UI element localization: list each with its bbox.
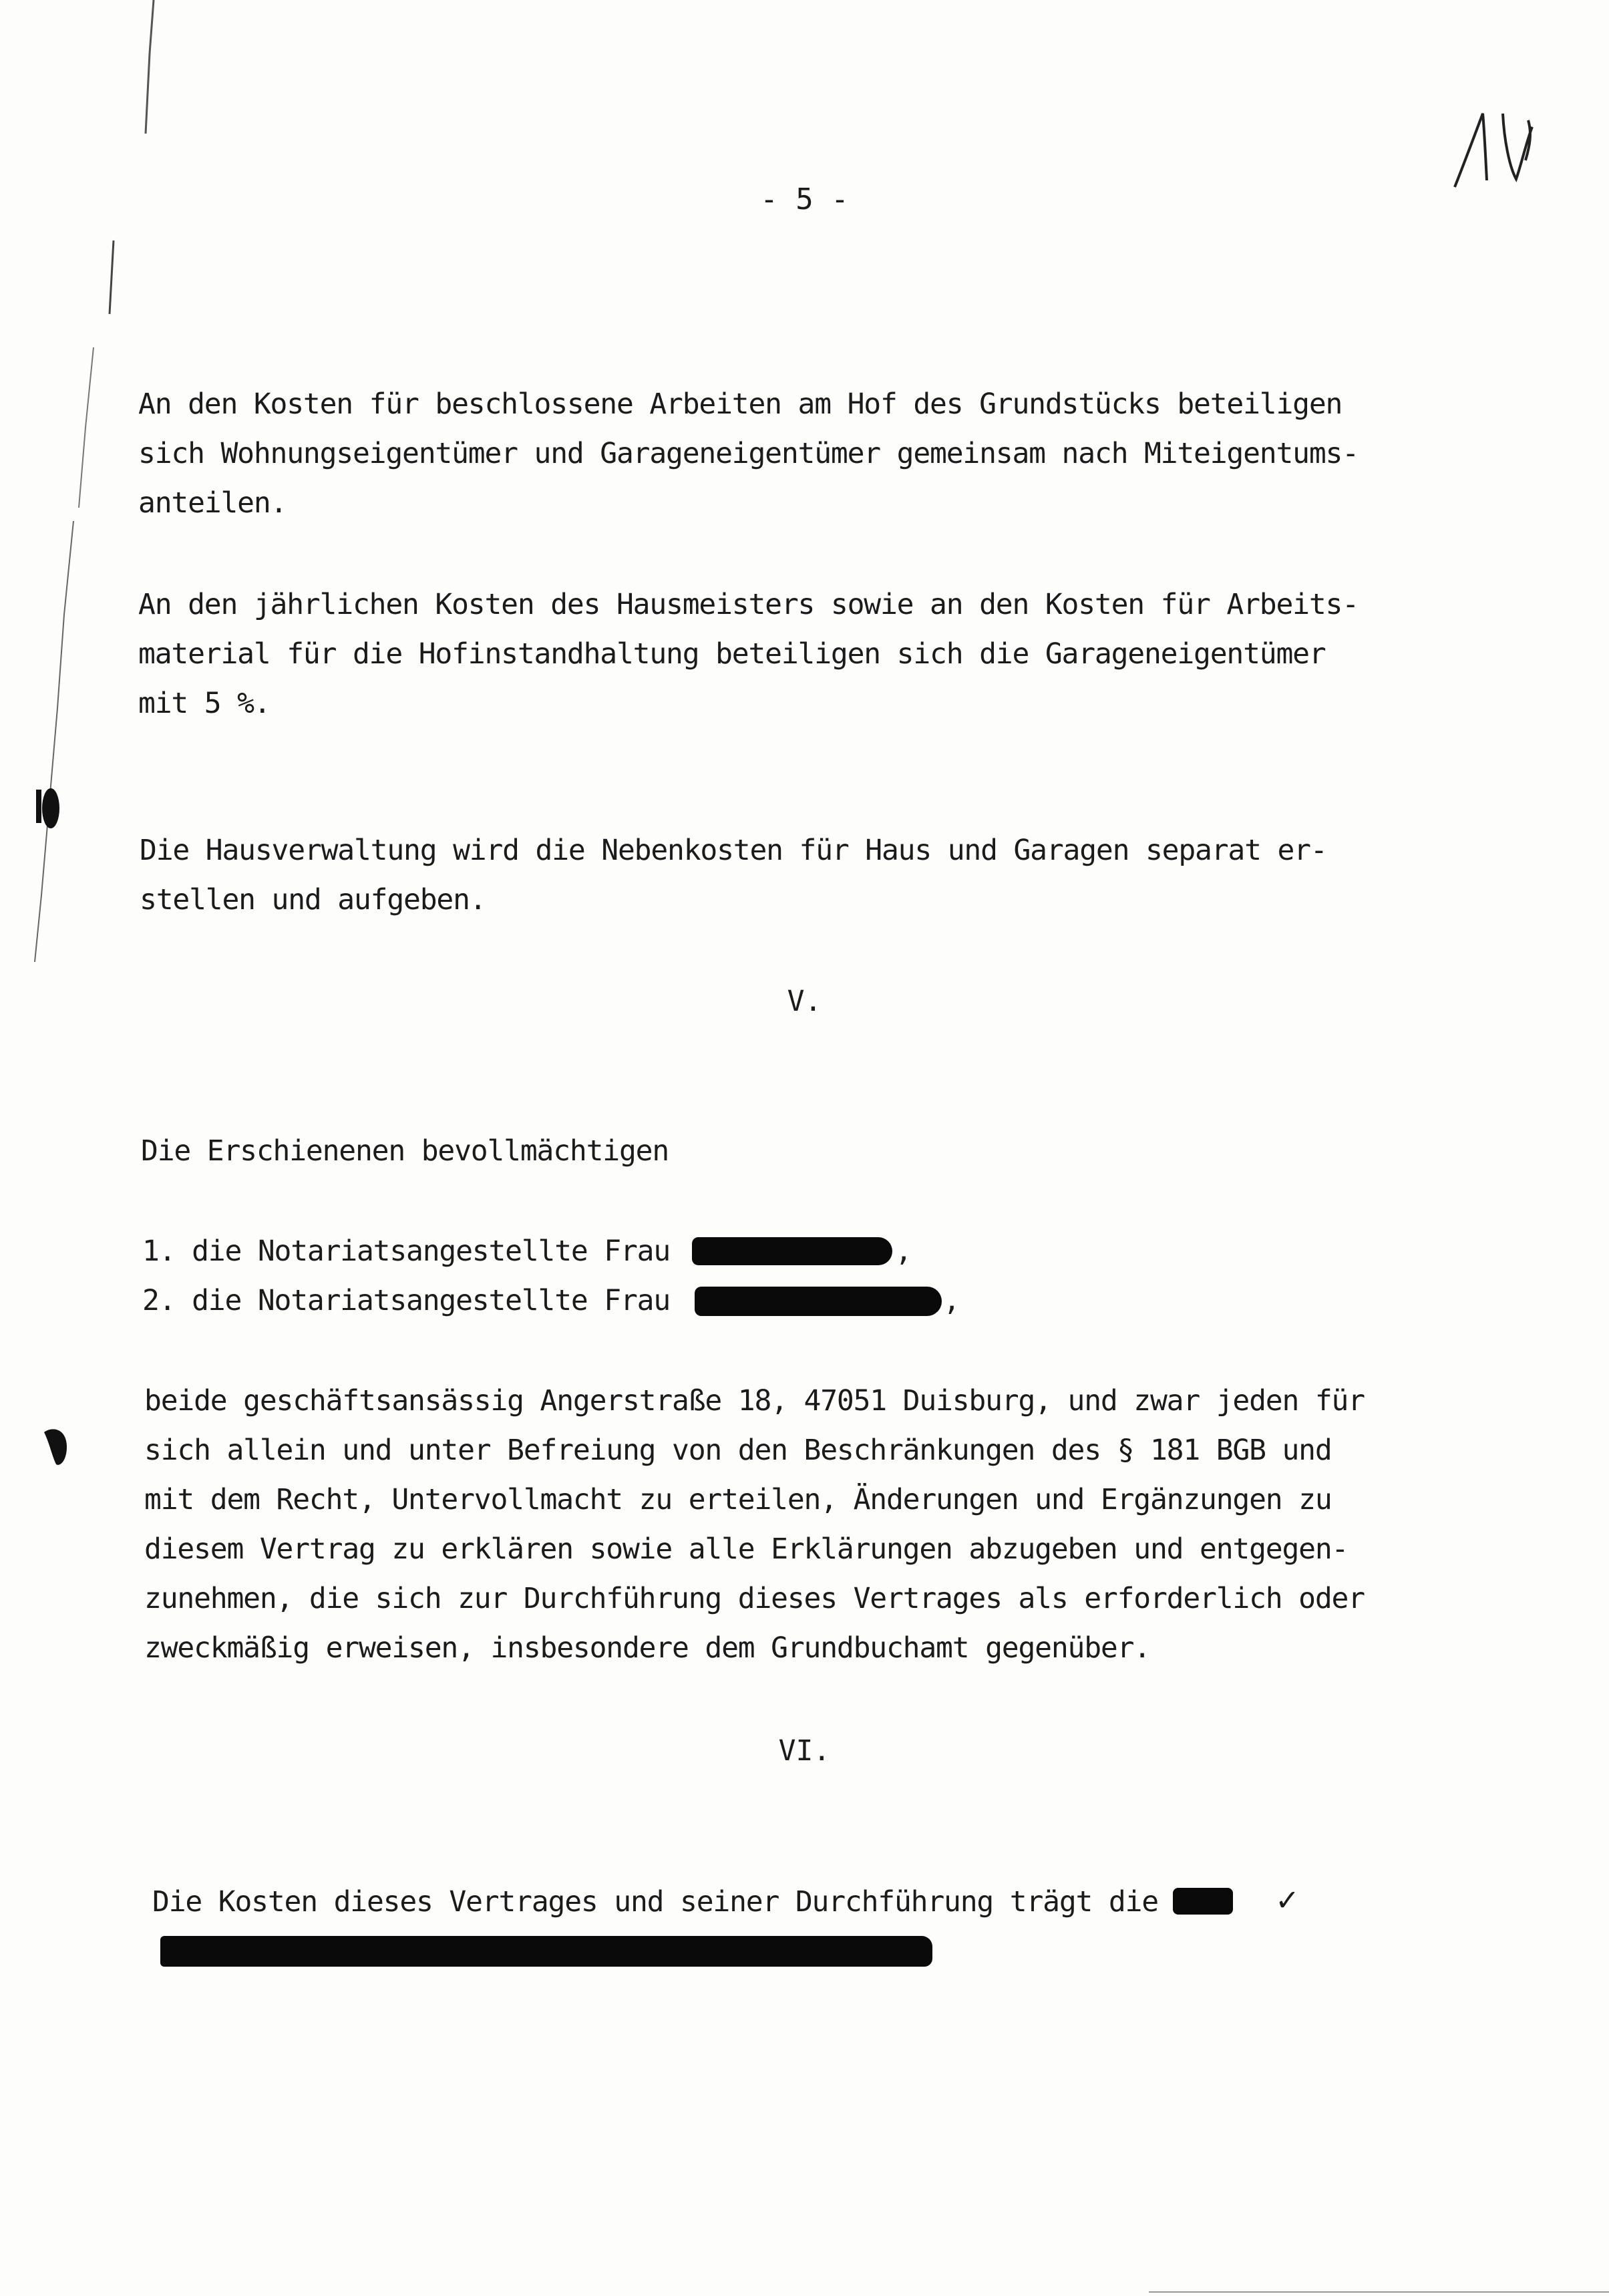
redaction-bar-name-2 — [695, 1287, 942, 1316]
list-item-1: 1. die Notariatsangestellte Frau — [142, 1235, 671, 1268]
paragraph-hausverwaltung-line-1: Die Hausverwaltung wird die Nebenkosten für Haus und Garagen separat er- — [140, 834, 1327, 867]
punch-hole-mark-upper — [33, 782, 67, 835]
paragraph-vollmacht-line-3: mit dem Recht, Untervollmacht zu erteilen, Änderungen und Ergänzungen zu — [144, 1483, 1332, 1516]
redaction-bar-name-1 — [692, 1237, 892, 1265]
handwritten-initial-mark — [1443, 100, 1563, 200]
list-item-2: 2. die Notariatsangestellte Frau — [142, 1284, 671, 1317]
paragraph-hausmeister-line-3: mit 5 %. — [138, 687, 271, 720]
paragraph-vollmacht-line-4: diesem Vertrag zu erklären sowie alle Erklärungen abzugeben und entgegen- — [144, 1532, 1349, 1566]
page-number: - 5 - — [760, 182, 849, 216]
bottom-rule — [1149, 2291, 1609, 2293]
paragraph-hausmeister-line-2: material für die Hofinstandhaltung beteiligen sich die Garageneigentümer — [138, 637, 1326, 671]
paragraph-vollmacht-line-2: sich allein und unter Befreiung von den Beschränkungen des § 181 BGB und — [144, 1434, 1332, 1467]
paragraph-vollmacht-line-1: beide geschäftsansässig Angerstraße 18, 47051 Duisburg, und zwar jeden für — [144, 1384, 1365, 1418]
paragraph-vollmacht-line-5: zunehmen, die sich zur Durchführung dieses Vertrages als erforderlich oder — [144, 1582, 1365, 1615]
checkmark: ✓ — [1277, 1880, 1296, 1919]
paragraph-kosten-line: Die Kosten dieses Vertrages und seiner Durchführung trägt die — [152, 1885, 1158, 1919]
paragraph-hausmeister-line-1: An den jährlichen Kosten des Hausmeisters sowie an den Kosten für Arbeits- — [138, 588, 1359, 621]
paragraph-hausverwaltung-line-2: stellen und aufgeben. — [140, 883, 486, 917]
redaction-bar-party-long — [160, 1936, 932, 1967]
paragraph-hof-line-3: anteilen. — [138, 486, 287, 520]
section-heading-vi: VI. — [778, 1734, 831, 1768]
paragraph-hof-line-2: sich Wohnungseigentümer und Garageneigentümer gemeinsam nach Miteigentums- — [138, 437, 1359, 470]
paragraph-hof-line-1: An den Kosten für beschlossene Arbeiten am Hof des Grundstücks beteiligen — [138, 387, 1343, 421]
erschienenen-line: Die Erschienenen bevollmächtigen — [141, 1134, 669, 1168]
redaction-bar-party-short — [1173, 1888, 1233, 1915]
list-item-2-suffix: , — [943, 1284, 960, 1317]
list-item-1-suffix: , — [895, 1235, 912, 1268]
section-heading-v: V. — [787, 985, 822, 1018]
paragraph-vollmacht-line-6: zweckmäßig erweisen, insbesondere dem Grundbuchamt gegenüber. — [144, 1631, 1150, 1665]
punch-hole-mark-lower — [40, 1423, 73, 1470]
